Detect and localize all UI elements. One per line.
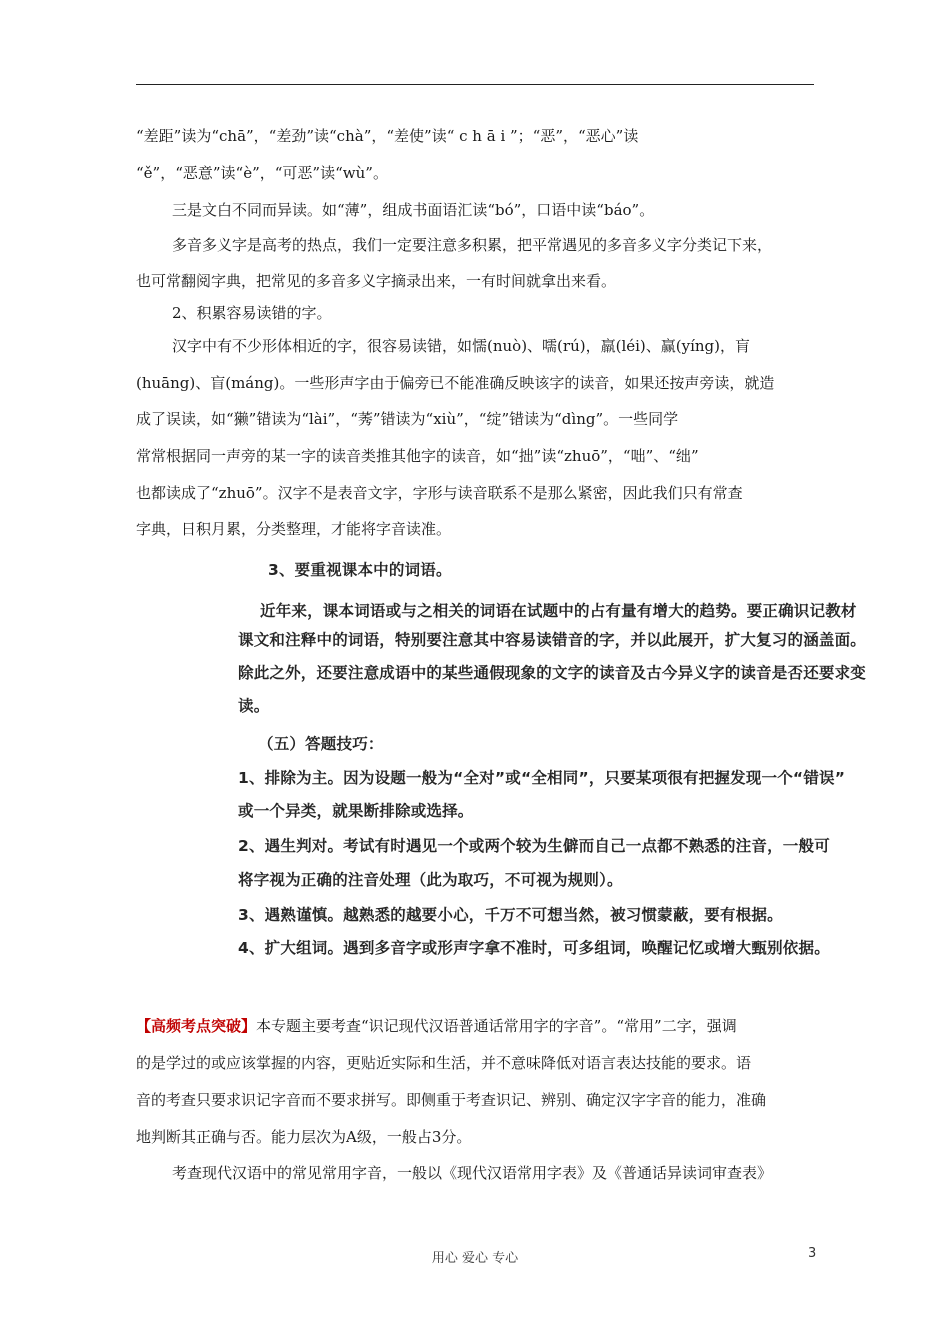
text-line: 汉字中有不少形体相近的字，很容易读错，如懦(nuò)、嚅(rú)，羸(léi)、赢(yíng)，肓 <box>172 337 751 355</box>
text-line: 多音多义字是高考的热点，我们一定要注意多积累，把平常遇见的多音多义字分类记下来， <box>172 236 773 254</box>
text-line: (huāng)、盲(máng)。一些形声字由于偏旁已不能准确反映该字的读音，如果还按声旁读，就造 <box>136 374 775 392</box>
image-line: 读。 <box>238 697 270 715</box>
image-line: 近年来，课本词语或与之相关的词语在试题中的占有量有增大的趋势。要正确识记教材 <box>260 602 857 620</box>
embedded-image <box>232 558 867 972</box>
header-rule <box>136 84 814 85</box>
image-line: 课文和注释中的词语，特别要注意其中容易读错音的字，并以此展开，扩大复习的涵盖面。 <box>238 631 867 649</box>
text-line: 音的考查只要求识记字音而不要求拼写。即侧重于考查识记、辨别、确定汉字字音的能力，准确 <box>136 1091 767 1109</box>
image-line: 4、扩大组词。遇到多音字或形声字拿不准时，可多组词，唤醒记忆或增大甄别依据。 <box>238 939 830 957</box>
image-line: 1、排除为主。因为设题一般为“全对”或“全相同”，只要某项很有把握发现一个“错误” <box>238 769 846 787</box>
text-span: 本专题主要考查“识记现代汉语普通话常用字的字音”。“常用”二字，强调 <box>256 1017 737 1035</box>
text-line <box>136 1016 816 1036</box>
text-line: 三是文白不同而异读。如“薄”，组成书面语汇读“bó”，口语中读“báo”。 <box>172 201 655 219</box>
text-line: “ě”，“恶意”读“è”，“可恶”读“wù”。 <box>136 164 388 182</box>
text-line: 常常根据同一声旁的某一字的读音类推其他字的读音，如“拙”读“zhuō”，“咄”、“绌” <box>136 447 699 465</box>
text-line: 也都读成了“zhuō”。汉字不是表音文字，字形与读音联系不是那么紧密，因此我们只有常查 <box>136 484 743 502</box>
page-footer: 用心 爱心 专心 <box>431 1251 519 1266</box>
image-line: 3、遇熟谨慎。越熟悉的越要小心，千万不可想当然，被习惯蒙蔽，要有根据。 <box>238 906 783 924</box>
text-line: 的是学过的或应该掌握的内容，更贴近实际和生活，并不意味降低对语言表达技能的要求。语 <box>136 1054 752 1072</box>
text-line: “差距”读为“chā”，“差劲”读“chà”，“差使”读“ c h ā i ”；“恶”，“恶心”读 <box>136 127 639 145</box>
image-line: 除此之外，还要注意成语中的某些通假现象的文字的读音及古今异义字的读音是否还要求变 <box>238 664 867 682</box>
section-heading: 2、积累容易读错的字。 <box>172 304 332 322</box>
image-line: 2、遇生判对。考试有时遇见一个或两个较为生僻而自己一点都不熟悉的注音，一般可 <box>238 837 830 855</box>
image-heading: （五）答题技巧： <box>258 735 384 753</box>
text-line: 成了误读，如“獭”错读为“lài”，“莠”错读为“xiù”，“绽”错读为“dìng”。一些同学 <box>136 410 679 428</box>
image-heading: 3、要重视课本中的词语。 <box>268 561 452 579</box>
text-line: 考查现代汉语中的常见常用字音，一般以《现代汉语常用字表》及《普通话异读词审查表》 <box>172 1164 773 1182</box>
text-line: 也可常翻阅字典，把常见的多音多义字摘录出来，一有时间就拿出来看。 <box>136 272 617 290</box>
text-line: 地判断其正确与否。能力层次为A级，一般占3分。 <box>136 1128 472 1146</box>
image-line: 将字视为正确的注音处理（此为取巧，不可视为规则）。 <box>238 871 623 889</box>
highlight-label: 【高频考点突破】 <box>136 1017 257 1035</box>
image-line: 或一个异类，就果断排除或选择。 <box>238 802 474 820</box>
page-number: 3 <box>808 1246 817 1261</box>
text-line: 字典，日积月累，分类整理，才能将字音读准。 <box>136 520 452 538</box>
